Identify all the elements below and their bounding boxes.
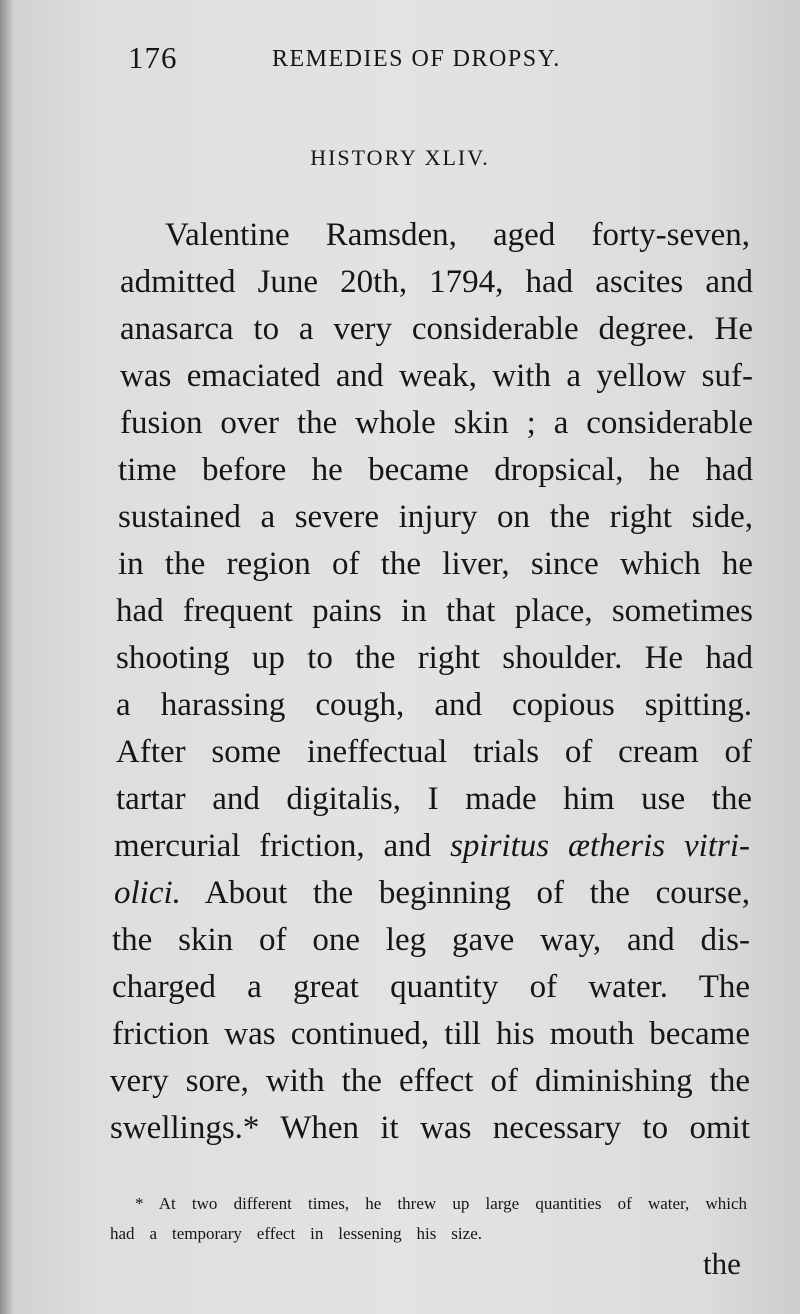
text-line — [120, 306, 753, 353]
footnote — [0, 1190, 800, 1250]
text-line — [110, 1058, 750, 1105]
running-head: REMEDIES OF DROPSY. — [272, 46, 561, 72]
text-line-content: About the beginning of the course, — [180, 875, 750, 911]
text-line — [114, 870, 750, 917]
text-line — [116, 682, 752, 729]
text-line — [112, 1011, 750, 1058]
page-header — [0, 40, 800, 80]
footnote-line: * At two different times, he threw up large quantities of water, which — [135, 1194, 747, 1213]
text-line — [116, 588, 753, 635]
text-line — [165, 212, 750, 259]
text-line — [118, 541, 753, 588]
catchword: the — [703, 1246, 741, 1281]
text-line-content: tartar and digitalis, I made him use the — [116, 781, 752, 817]
text-line — [120, 400, 753, 447]
text-line-content: a harassing cough, and copious spitting. — [116, 687, 752, 723]
italic-latin-term: spiritus ætheris vitri- — [450, 828, 750, 864]
text-line-content: anasarca to a very considerable degree. He — [120, 311, 753, 347]
text-line-content: the skin of one leg gave way, and dis- — [112, 922, 750, 958]
italic-latin-term: olici. — [114, 875, 181, 911]
body-text — [0, 212, 800, 1172]
text-line-content: was emaciated and weak, with a yellow suf- — [120, 358, 753, 394]
text-line-content: very sore, with the effect of diminishing the — [110, 1063, 750, 1099]
text-line-content: mercurial friction, and — [114, 828, 451, 864]
footnote-line: had a temporary effect in lessening his size. — [110, 1224, 482, 1243]
text-line — [114, 823, 750, 870]
page-number: 176 — [128, 40, 178, 75]
text-line — [116, 635, 753, 682]
text-line — [116, 729, 752, 776]
text-line-content: in the region of the liver, since which he — [118, 546, 753, 582]
text-line-content: shooting up to the right shoulder. He had — [116, 640, 753, 676]
text-line-content: After some ineffectual trials of cream of — [116, 734, 752, 770]
text-line-content: Valentine Ramsden, aged forty-seven, — [165, 217, 750, 253]
text-line — [112, 917, 750, 964]
text-line-content: had frequent pains in that place, sometimes — [116, 593, 753, 629]
text-line-content: charged a great quantity of water. The — [112, 969, 750, 1005]
text-line-content: swellings.* When it was necessary to omit — [110, 1110, 750, 1146]
text-line — [120, 353, 753, 400]
text-line — [120, 259, 753, 306]
text-line — [116, 776, 752, 823]
text-line — [118, 494, 753, 541]
section-title: HISTORY XLIV. — [310, 145, 490, 170]
show-through-texture — [120, 95, 760, 129]
text-line — [118, 447, 753, 494]
text-line-content: friction was continued, till his mouth became — [112, 1016, 750, 1052]
text-line — [110, 1105, 750, 1152]
text-line — [112, 964, 750, 1011]
text-line-content: sustained a severe injury on the right side, — [118, 499, 753, 535]
text-line-content: time before he became dropsical, he had — [118, 452, 753, 488]
text-line-content: admitted June 20th, 1794, had ascites and — [120, 264, 753, 300]
text-line-content: fusion over the whole skin ; a considerable — [120, 405, 753, 441]
